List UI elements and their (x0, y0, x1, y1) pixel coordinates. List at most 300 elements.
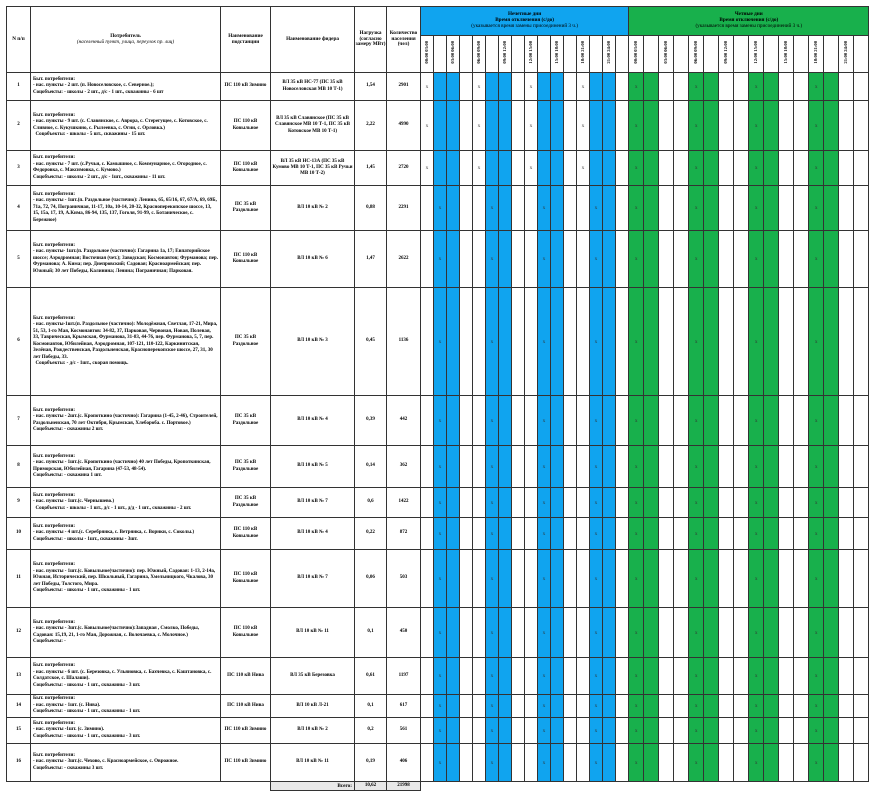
schedule-cell (644, 288, 659, 396)
total-load: 10,62 (355, 782, 387, 791)
schedule-cell (734, 186, 749, 231)
schedule-cell (719, 658, 734, 695)
schedule-cell (854, 73, 869, 101)
header-load: Нагрузка (согласно замеру МВт) (355, 7, 387, 73)
time-slot-label: 00:00 03:00 (632, 41, 638, 64)
schedule-cell (551, 518, 564, 550)
outage-mark: x (525, 101, 538, 151)
schedule-cell (499, 73, 512, 101)
even-days-title: Четные дни (734, 11, 763, 18)
schedule-cell (854, 288, 869, 396)
schedule-cell (447, 101, 460, 151)
schedule-cell (525, 231, 538, 288)
even-slot-gap (734, 36, 749, 73)
outage-mark: x (538, 396, 551, 446)
schedule-cell (499, 101, 512, 151)
outage-mark: x (434, 744, 447, 782)
schedule-body (7, 73, 869, 791)
feeder-cell: ВЛ 10 кВ № 7 (271, 488, 355, 518)
schedule-cell (764, 288, 779, 396)
odd-days-title: Нечетные дни (507, 11, 542, 18)
schedule-cell (460, 73, 473, 101)
outage-mark: x (689, 73, 704, 101)
table-row (7, 101, 869, 151)
schedule-cell (551, 231, 564, 288)
outage-mark: x (538, 231, 551, 288)
schedule-cell (824, 744, 839, 782)
schedule-cell (704, 396, 719, 446)
schedule-cell (644, 396, 659, 446)
schedule-cell (854, 608, 869, 658)
schedule-cell (779, 231, 794, 288)
even-days-sub1: Время отключения (с/до) (719, 17, 779, 24)
outage-mark: x (538, 518, 551, 550)
schedule-cell (644, 151, 659, 186)
row-number: 7 (7, 396, 31, 446)
schedule-cell (734, 288, 749, 396)
schedule-cell (794, 518, 809, 550)
schedule-cell (764, 518, 779, 550)
outage-mark: x (629, 718, 644, 744)
outage-mark: x (577, 101, 590, 151)
total-spacer (7, 782, 271, 791)
schedule-cell (839, 446, 854, 488)
schedule-cell (704, 658, 719, 695)
outage-mark: x (749, 446, 764, 488)
schedule-cell (839, 151, 854, 186)
schedule-cell (674, 695, 689, 718)
odd-slot-gap (512, 36, 525, 73)
outage-mark: x (538, 744, 551, 782)
row-number: 13 (7, 658, 31, 695)
schedule-cell (719, 231, 734, 288)
schedule-cell (794, 231, 809, 288)
schedule-cell (512, 151, 525, 186)
schedule-cell (616, 446, 629, 488)
schedule-cell (779, 608, 794, 658)
schedule-cell (719, 396, 734, 446)
schedule-cell (719, 744, 734, 782)
feeder-cell: ВЛ 10 кВ № 7 (271, 550, 355, 608)
population-cell: 2622 (387, 231, 421, 288)
schedule-cell (447, 550, 460, 608)
schedule-cell (421, 396, 434, 446)
schedule-cell (551, 186, 564, 231)
schedule-cell (525, 718, 538, 744)
schedule-cell (499, 695, 512, 718)
schedule-cell (719, 101, 734, 151)
schedule-cell (854, 518, 869, 550)
load-cell: 1,47 (355, 231, 387, 288)
consumer-cell: Быт. потребители: - нас. пункты-1шт.(п. Раздольное (частично): Молодёжная, Светлая, 17-21, Мира, 51, 53, 1-го Мая, Космонавтов: 34-82, 37, Парковая, Червоная, Новая, Полевая, 33, Таврическая, Крымская, Фурманова, 31-83, 44-76, пер. Фурманова, 5, 7, пер. Космонавтов, Юбилейная, Аэродромная, 107-121, 110-122, Каркинитская, Зелёная, Рождественская, Раздольненская, Красноперекопское шоссе, 27, 31, 30 лет Победы, 33. Соцобъекты: - д/с - 1шт., скорая помощь. (31, 288, 221, 396)
schedule-cell (473, 396, 486, 446)
outage-mark: x (629, 744, 644, 782)
population-cell: 362 (387, 446, 421, 488)
schedule-cell (447, 718, 460, 744)
schedule-cell (616, 151, 629, 186)
schedule-cell (839, 608, 854, 658)
schedule-cell (824, 151, 839, 186)
outage-mark: x (689, 518, 704, 550)
schedule-cell (644, 718, 659, 744)
schedule-cell (564, 744, 577, 782)
outage-mark: x (590, 288, 603, 396)
schedule-cell (473, 518, 486, 550)
schedule-cell (616, 518, 629, 550)
schedule-cell (447, 396, 460, 446)
schedule-cell (659, 718, 674, 744)
schedule-cell (525, 608, 538, 658)
odd-slot-gap (460, 36, 473, 73)
load-cell: 0,61 (355, 658, 387, 695)
schedule-cell (644, 73, 659, 101)
even-time-slot (689, 36, 704, 73)
schedule-cell (764, 550, 779, 608)
schedule-cell (577, 744, 590, 782)
schedule-cell (854, 550, 869, 608)
schedule-cell (659, 151, 674, 186)
population-cell: 617 (387, 695, 421, 718)
schedule-cell (854, 695, 869, 718)
feeder-cell: ВЛ 10 кВ № 4 (271, 396, 355, 446)
schedule-cell (473, 288, 486, 396)
substation-cell: ПС 110 кВ Нива (221, 658, 271, 695)
outage-mark: x (629, 151, 644, 186)
outage-mark: x (486, 744, 499, 782)
outage-mark: x (689, 744, 704, 782)
schedule-cell (447, 151, 460, 186)
schedule-cell (764, 151, 779, 186)
substation-cell: ПС 110 кВ Зимино (221, 73, 271, 101)
schedule-cell (734, 550, 749, 608)
schedule-cell (644, 446, 659, 488)
schedule-cell (603, 695, 616, 718)
table-row (7, 396, 869, 446)
schedule-cell (824, 101, 839, 151)
load-cell: 1,45 (355, 151, 387, 186)
schedule-cell (473, 488, 486, 518)
schedule-cell (794, 396, 809, 446)
schedule-cell (486, 151, 499, 186)
schedule-cell (512, 658, 525, 695)
even-time-slot (629, 36, 644, 73)
load-cell: 0,14 (355, 446, 387, 488)
schedule-cell (525, 658, 538, 695)
time-slot-label: 06:00 09:00 (692, 41, 698, 64)
schedule-cell (616, 73, 629, 101)
schedule-cell (564, 151, 577, 186)
schedule-cell (704, 608, 719, 658)
schedule-cell (421, 695, 434, 718)
outage-mark: x (689, 550, 704, 608)
schedule-cell (704, 231, 719, 288)
schedule-cell (644, 518, 659, 550)
schedule-cell (421, 488, 434, 518)
schedule-cell (447, 744, 460, 782)
time-slot-label: 12:00 15:00 (752, 41, 758, 64)
outage-mark: x (538, 288, 551, 396)
schedule-cell (447, 608, 460, 658)
schedule-cell (764, 186, 779, 231)
schedule-cell (659, 488, 674, 518)
table-row (7, 658, 869, 695)
schedule-cell (659, 73, 674, 101)
table-row (7, 518, 869, 550)
outage-mark: x (473, 73, 486, 101)
header-consumer (31, 7, 221, 73)
schedule-cell (564, 288, 577, 396)
load-cell: 0,2 (355, 718, 387, 744)
schedule-cell (719, 695, 734, 718)
outage-mark: x (590, 186, 603, 231)
schedule-cell (704, 695, 719, 718)
outage-mark: x (538, 718, 551, 744)
schedule-cell (764, 396, 779, 446)
outage-mark: x (689, 186, 704, 231)
outage-mark: x (434, 231, 447, 288)
schedule-cell (577, 231, 590, 288)
substation-cell: ПС 35 кВ Раздольное (221, 186, 271, 231)
odd-slot-gap (616, 36, 629, 73)
outage-mark: x (749, 186, 764, 231)
schedule-cell (421, 658, 434, 695)
odd-slot-gap (564, 36, 577, 73)
schedule-cell (473, 608, 486, 658)
schedule-cell (616, 550, 629, 608)
odd-slot-gap (590, 36, 603, 73)
odd-time-slot (499, 36, 512, 73)
schedule-cell (854, 396, 869, 446)
consumer-cell: Быт. потребители: - нас. пункты - 1шт.(с. Ковыльное(частично): пер. Южный, Садовая: 1-13, 2-14а, Южная, Исторический, пер. Школьный, Гагарина, Хмельницкого, Чкалова, 30 лет Победы, Толстого, Мира. Соцобъекты: - школы - 1 шт., скважины - 1 шт. (31, 550, 221, 608)
schedule-cell (551, 718, 564, 744)
schedule-cell (538, 101, 551, 151)
schedule-cell (854, 231, 869, 288)
schedule-cell (824, 608, 839, 658)
header-consumer-sub: (населенный пункт, улица, переулок пр. лиц) (76, 38, 175, 45)
schedule-cell (512, 73, 525, 101)
even-time-slot (719, 36, 734, 73)
consumer-cell: Быт. потребители: - нас. пункты - 9 шт. (с. Славянское, с. Аврора, с. Стерегущее, с. Котовское, с. Сливное, с. Кукушкино, с. Рылеевка, с. Огни, с. Орловка.) Соцобъекты: - школы - 5 шт., скважины - 15 шт. (31, 101, 221, 151)
substation-cell: ПС 110 кВ Ковыльное (221, 151, 271, 186)
schedule-cell (734, 101, 749, 151)
table-row (7, 608, 869, 658)
schedule-cell (734, 151, 749, 186)
outage-mark: x (809, 101, 824, 151)
schedule-cell (854, 658, 869, 695)
outage-mark: x (629, 396, 644, 446)
schedule-cell (434, 151, 447, 186)
schedule-cell (794, 73, 809, 101)
population-cell: 442 (387, 396, 421, 446)
population-cell: 1197 (387, 658, 421, 695)
schedule-cell (525, 488, 538, 518)
schedule-cell (674, 396, 689, 446)
schedule-cell (473, 658, 486, 695)
schedule-cell (460, 550, 473, 608)
schedule-cell (734, 518, 749, 550)
schedule-cell (551, 446, 564, 488)
load-cell: 0,88 (355, 186, 387, 231)
schedule-cell (616, 744, 629, 782)
schedule-cell (564, 718, 577, 744)
outage-mark: x (749, 608, 764, 658)
schedule-cell (499, 718, 512, 744)
table-row (7, 288, 869, 396)
header-feeder: Наименование фидера (271, 7, 355, 73)
feeder-cell: ВЛ 10 кВ № 11 (271, 608, 355, 658)
schedule-cell (779, 658, 794, 695)
population-cell: 1136 (387, 288, 421, 396)
schedule-cell (512, 231, 525, 288)
outage-mark: x (629, 488, 644, 518)
schedule-cell (644, 488, 659, 518)
outage-mark: x (809, 718, 824, 744)
schedule-cell (839, 695, 854, 718)
schedule-cell (473, 231, 486, 288)
row-number: 11 (7, 550, 31, 608)
load-cell: 1,54 (355, 73, 387, 101)
outage-mark: x (809, 550, 824, 608)
outage-mark: x (689, 695, 704, 718)
schedule-cell (421, 744, 434, 782)
outage-mark: x (538, 658, 551, 695)
outage-mark: x (749, 658, 764, 695)
outage-mark: x (434, 396, 447, 446)
outage-mark: x (809, 658, 824, 695)
schedule-cell (644, 550, 659, 608)
load-cell: 0,22 (355, 518, 387, 550)
odd-time-slot (525, 36, 538, 73)
schedule-cell (512, 288, 525, 396)
odd-slot-gap (434, 36, 447, 73)
schedule-cell (564, 658, 577, 695)
schedule-cell (447, 446, 460, 488)
schedule-cell (603, 151, 616, 186)
schedule-cell (824, 518, 839, 550)
schedule-cell (525, 550, 538, 608)
population-cell: 2720 (387, 151, 421, 186)
outage-mark: x (538, 695, 551, 718)
schedule-cell (421, 231, 434, 288)
schedule-cell (499, 186, 512, 231)
schedule-cell (659, 744, 674, 782)
outage-mark: x (590, 446, 603, 488)
load-cell: 0,1 (355, 608, 387, 658)
outage-mark: x (590, 396, 603, 446)
schedule-cell (659, 446, 674, 488)
schedule-cell (603, 718, 616, 744)
schedule-cell (794, 288, 809, 396)
schedule-cell (577, 518, 590, 550)
outage-mark: x (434, 518, 447, 550)
odd-days-sub1: Время отключения (с/до) (495, 17, 554, 24)
outage-mark: x (749, 101, 764, 151)
consumer-cell: Быт. потребители: - нас. пункты- 1шт.(п. Раздольное (частично): Гагарина 1а, 17; Евпаторийское шоссе; Аэродромная; Восточная (чет.); Заводская; Космонавтов; Фурманова; пер. Фурманова; А. Кима; пер. Днепровский; Садовая; Красноармейская; пер. Южный; 30 лет Победы, Калинина; Ленина; Пограничная; Парковая. (31, 231, 221, 288)
outage-schedule-table (6, 6, 869, 791)
feeder-cell: ВЛ 35 кВ НС-13А (ПС 35 кВ Кумово МВ 10 Т-1, ПС 35 кВ Ручьи МВ 10 Т-2) (271, 151, 355, 186)
outage-mark: x (629, 518, 644, 550)
outage-mark: x (749, 518, 764, 550)
schedule-cell (659, 695, 674, 718)
population-cell: 450 (387, 608, 421, 658)
schedule-cell (839, 488, 854, 518)
schedule-cell (779, 718, 794, 744)
schedule-cell (794, 608, 809, 658)
outage-mark: x (629, 608, 644, 658)
schedule-cell (421, 288, 434, 396)
row-number: 10 (7, 518, 31, 550)
schedule-cell (839, 718, 854, 744)
schedule-cell (734, 695, 749, 718)
outage-mark: x (689, 288, 704, 396)
schedule-cell (473, 446, 486, 488)
schedule-cell (659, 608, 674, 658)
schedule-cell (577, 446, 590, 488)
time-slot-label: 18:00 21:00 (812, 41, 818, 64)
time-slot-label: 06:00 09:00 (475, 41, 481, 64)
schedule-cell (779, 744, 794, 782)
schedule-cell (486, 73, 499, 101)
schedule-cell (779, 186, 794, 231)
schedule-cell (734, 231, 749, 288)
schedule-cell (674, 446, 689, 488)
schedule-cell (460, 186, 473, 231)
consumer-cell: Быт. потребители: - нас. пункты - 3шт.(с. Чехово, с. Красноармейское, с. Оврожное. Соцобъекты: - скважины 3 шт. (31, 744, 221, 782)
schedule-cell (525, 396, 538, 446)
schedule-cell (460, 695, 473, 718)
consumer-cell: Быт. потребители: - нас. пункты - 2 шт. (п. Новоселовское, с. Северное.); Соцобъекты: - школы - 2 шт., д/с - 1 шт., скважины - 6 шт (31, 73, 221, 101)
schedule-cell (512, 446, 525, 488)
schedule-cell (603, 396, 616, 446)
table-row (7, 231, 869, 288)
time-slot-label: 00:00 03:00 (423, 41, 429, 64)
row-number: 2 (7, 101, 31, 151)
schedule-cell (447, 488, 460, 518)
schedule-cell (704, 186, 719, 231)
schedule-cell (512, 101, 525, 151)
substation-cell: ПС 35 кВ Раздольное (221, 446, 271, 488)
outage-mark: x (538, 608, 551, 658)
schedule-cell (577, 695, 590, 718)
outage-mark: x (749, 744, 764, 782)
schedule-cell (577, 718, 590, 744)
schedule-cell (447, 231, 460, 288)
outage-mark: x (749, 151, 764, 186)
outage-mark: x (486, 518, 499, 550)
schedule-cell (794, 151, 809, 186)
schedule-cell (854, 101, 869, 151)
schedule-cell (603, 231, 616, 288)
outage-mark: x (749, 288, 764, 396)
schedule-cell (512, 608, 525, 658)
schedule-cell (551, 695, 564, 718)
schedule-cell (473, 550, 486, 608)
header-num: N п/п (7, 7, 31, 73)
schedule-cell (794, 488, 809, 518)
schedule-cell (603, 488, 616, 518)
outage-mark: x (809, 151, 824, 186)
row-number: 3 (7, 151, 31, 186)
schedule-cell (719, 550, 734, 608)
schedule-cell (616, 718, 629, 744)
substation-cell: ПС 110 кВ Ковыльное (221, 518, 271, 550)
outage-mark: x (629, 73, 644, 101)
schedule-cell (674, 518, 689, 550)
schedule-cell (674, 488, 689, 518)
outage-mark: x (629, 186, 644, 231)
outage-mark: x (486, 550, 499, 608)
schedule-cell (499, 151, 512, 186)
